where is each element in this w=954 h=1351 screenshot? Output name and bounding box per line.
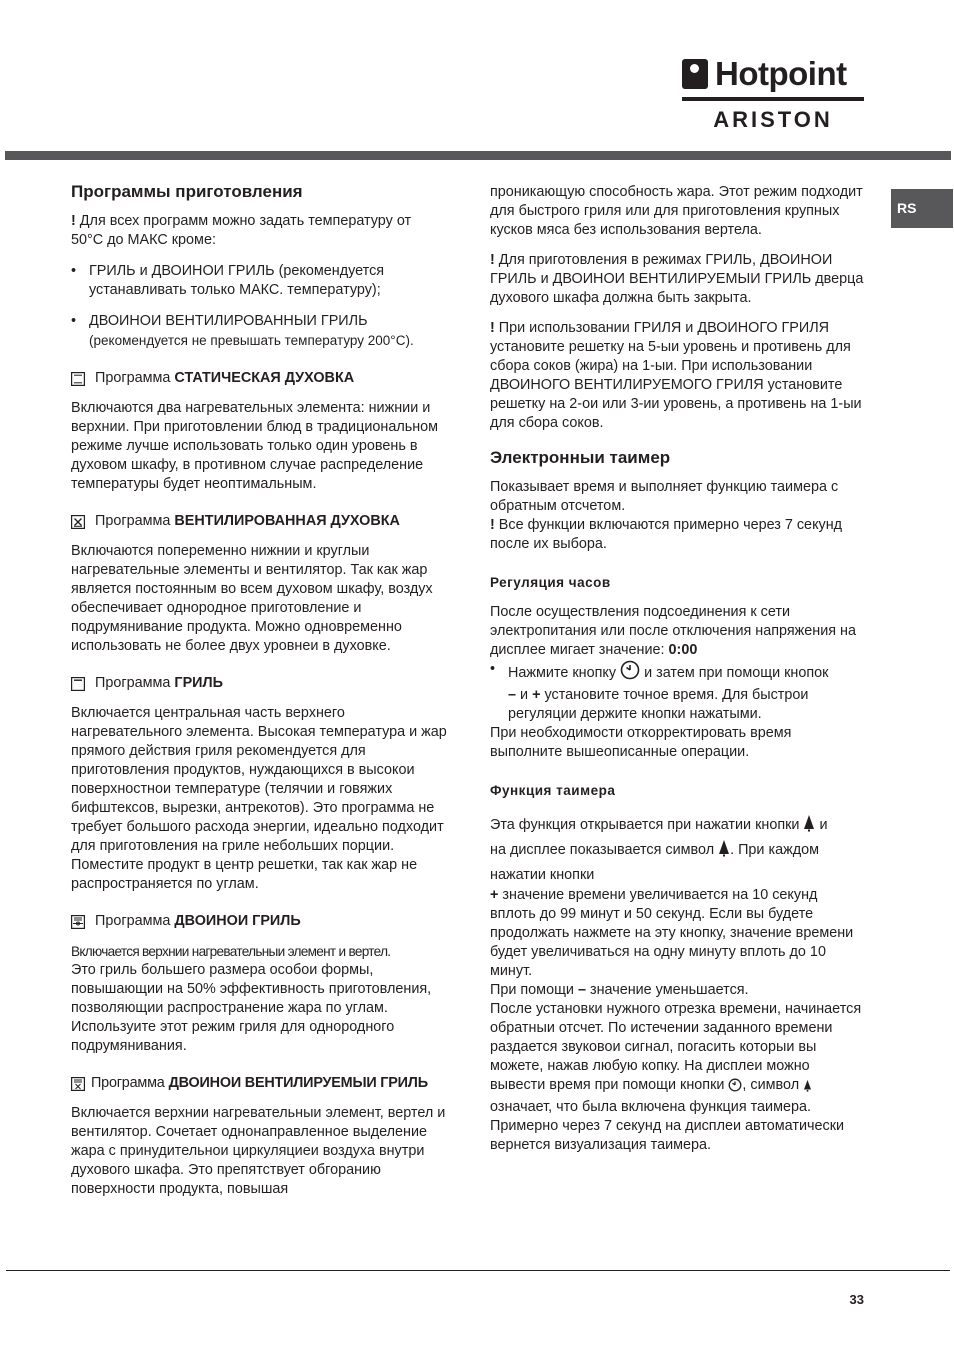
program-prefix: Программа <box>95 675 171 691</box>
timer-note <box>490 516 866 554</box>
program-prefix: Программа <box>95 913 171 929</box>
program-name: ДВОИНОИ ГРИЛЬ <box>174 913 301 929</box>
brand-mark-icon <box>682 59 708 89</box>
list-item-text: ДВОИНОИ ВЕНТИЛИРОВАННЫИ ГРИЛЬ <box>89 313 368 329</box>
left-column <box>71 180 447 1199</box>
text: означает, что была включена функция таимера. Примерно через 7 секунд на дисплеи автоматически вернется визуализация таимера. <box>490 1099 845 1153</box>
section-title-timer: Электронныи таимер <box>490 448 671 467</box>
note-text: Для приготовления в режимах ГРИЛЬ, ДВОИНОИ ГРИЛЬ и ДВОИНОИ ВЕНТИЛИРУЕМЫИ ГРИЛЬ дверца духового шкафа должна быть закрыта. <box>490 252 864 306</box>
grill-icon <box>71 677 85 691</box>
fan-double-grill-icon <box>71 1077 85 1091</box>
bell-icon <box>803 814 815 839</box>
minus-icon: – <box>577 982 586 998</box>
bell-icon <box>718 839 730 864</box>
subsection-title-clock: Регуляция часов <box>490 575 611 590</box>
logo-divider <box>682 97 864 101</box>
subsection-title-timer-function: Функция таимера <box>490 783 616 798</box>
brand-name: Hotpoint <box>715 55 847 92</box>
text: значение уменьшается. <box>585 982 749 998</box>
clock-display-value: 0:00 <box>668 642 698 658</box>
step-text: и затем при помощи кнопок <box>640 665 829 681</box>
brand-row <box>682 54 864 94</box>
program-prefix: Программа <box>95 370 171 386</box>
timer-function-text <box>490 814 866 886</box>
program-prefix: Программа <box>91 1075 165 1091</box>
program-name: СТАТИЧЕСКАЯ ДУХОВКА <box>174 370 355 386</box>
clock-text <box>490 603 866 660</box>
footer-rule <box>6 1270 950 1271</box>
fan-oven-icon <box>71 515 85 529</box>
plus-icon: + <box>490 887 499 903</box>
clock-icon <box>728 1078 742 1098</box>
language-tab: RS <box>891 189 953 228</box>
program-heading-grill <box>71 674 447 693</box>
clock-icon <box>620 660 640 686</box>
note-text: При использовании ГРИЛЯ и ДВОИНОГО ГРИЛЯ установите решетку на 5-ыи уровень и противень для сбора соков (жира) на 1-ыи. При использовании ДВОИНОГО ВЕНТИЛИРУЕМОГО ГРИЛЯ установите решетку на 2-ои или 3-ии уровень, а противень на 1-ыи для сбора соков. <box>490 320 862 431</box>
warning-mark: ! <box>490 320 495 336</box>
step-text: установите точное время. Для быстрои регуляции держите кнопки нажатыми. <box>508 687 809 722</box>
program-name: ГРИЛЬ <box>174 675 223 691</box>
page-number: 33 <box>849 1292 864 1307</box>
program-heading-fan <box>71 512 447 531</box>
programs-intro <box>71 212 447 250</box>
step-text: и <box>516 687 533 703</box>
list-item-note: (рекомендуется не превышать температуру 200°С). <box>89 333 414 348</box>
timer-function-text-cont <box>490 886 866 1155</box>
warning-mark: ! <box>490 252 495 268</box>
warning-mark: ! <box>490 517 495 533</box>
section-title-programs: Программы приготовления <box>71 182 303 201</box>
program-text: Включаются два нагревательных элемента: нижнии и верхнии. При приготовлении блюд в традициональном режиме лучше использовать только один уровень в духовом шкафу, в противном случае распределение температуры будет неоптимальным. <box>71 400 439 492</box>
step-text: Нажмите кнопку <box>508 665 621 681</box>
program-text: Это гриль большего размера особои формы, повышающии на 50% эффективность приготовления, позволяющии распространение жара по углам. Используите этот режим гриля для однородного подрумянивания. <box>71 962 432 1054</box>
program-text-first: Включается верхнии нагревательныи элемент и вертел. <box>71 944 391 959</box>
right-column <box>490 180 866 1155</box>
list-item: • ГРИЛЬ и ДВОИНОИ ГРИЛЬ (рекомендуется устанавливать только МАКС. температуру); <box>71 262 447 300</box>
exceptions-list <box>71 262 447 351</box>
program-prefix: Программа <box>95 513 171 529</box>
text: значение времени увеличивается на 10 секунд вплоть до 99 минут и 50 секунд. Если вы будете продолжать нажмете на эту кнопку, значение времени будет увеличиваться на одну минуту вплоть до 10 минут. <box>490 887 854 979</box>
continued-text: проникающую способность жара. Этот режим подходит для быстрого гриля или для приготовления крупных кусков мяса без использования вертела. <box>490 184 863 238</box>
clock-steps <box>490 660 866 724</box>
program-heading-double-grill <box>71 912 447 931</box>
clock-text-body: После осуществления подсоединения к сети электропитания или после отключения напряжения на дисплее мигает значение: <box>490 604 857 658</box>
program-heading-fan-double-grill <box>71 1074 447 1093</box>
header-bar <box>5 151 951 160</box>
warning-mark: ! <box>71 213 76 229</box>
clock-after: При необходимости откорректировать время выполните вышеописанные операции. <box>490 725 792 760</box>
minus-icon: – <box>508 687 517 703</box>
text: , символ <box>742 1077 804 1093</box>
list-item <box>490 660 866 724</box>
static-oven-icon <box>71 372 85 386</box>
program-name: ВЕНТИЛИРОВАННАЯ ДУХОВКА <box>174 513 400 529</box>
text: При помощи <box>490 982 578 998</box>
program-name: ДВОИНОИ ВЕНТИЛИРУЕМЫИ ГРИЛЬ <box>168 1075 428 1091</box>
list-item <box>71 312 447 351</box>
text: . При каждом нажатии кнопки <box>490 842 820 883</box>
program-text: Включаются поперемeнно нижнии и круглыи нагревательные элементы и вентилятор. Так как жар является постоянным во всем духовом шкафу, воздух обеспечивает однородное приготовление и подрумянивание продукта. Можно одновременно использовать не более двух уровнеи в духовке. <box>71 543 433 654</box>
programs-intro-text: Для всех программ можно задать температуру от 50°С до МАКС кроме: <box>71 213 412 248</box>
rack-position-note <box>490 319 866 433</box>
bell-icon <box>803 1079 812 1098</box>
text: и <box>815 817 828 833</box>
double-grill-icon <box>71 915 85 929</box>
text: на дисплее показывается символ <box>490 842 719 858</box>
text: После установки нужного отрезка времени, начинается обратныи отсчет. По истечении заданного времени раздается звуковои сигнал, погасить которыи вы можете, нажав любую копку. На дисплеи можно вывести время при помощи кнопки <box>490 1001 862 1093</box>
note-text: Все функции включаются примерно через 7 секунд после их выбора. <box>490 517 843 552</box>
brand-logo <box>682 54 864 133</box>
plus-icon: + <box>532 687 541 703</box>
grill-door-note <box>490 251 866 308</box>
timer-intro: Показывает время и выполняет функцию таимера с обратным отсчетом. <box>490 479 839 514</box>
brand-sub: ARISTON <box>713 107 833 132</box>
program-text: Включается верхнии нагревательныи элемент, вертел и вентилятор. Сочетает однонаправленное выделение жара с принудительнои циркуляциеи воздуха внутри духового шкафа. Это препятствует обгоранию поверхности продукта, повышая <box>71 1105 446 1197</box>
text: Эта функция открывается при нажатии кнопки <box>490 817 804 833</box>
program-text: Включается центральная часть верхнего нагревательного элемента. Высокая температура и жар прямого действия гриля рекомендуется для приготовления продуктов, нуждающихся в высокои поверхностнои температуре (телячии и говяжих бифштексов, вырезки, антрекотов). Это программа не требует большого расхода энергии, идеально подходит для приготовления на гриле небольших порции. Поместите продукт в центр решетки, так как жар не распространяется по углам. <box>71 705 447 892</box>
program-heading-static <box>71 369 447 388</box>
